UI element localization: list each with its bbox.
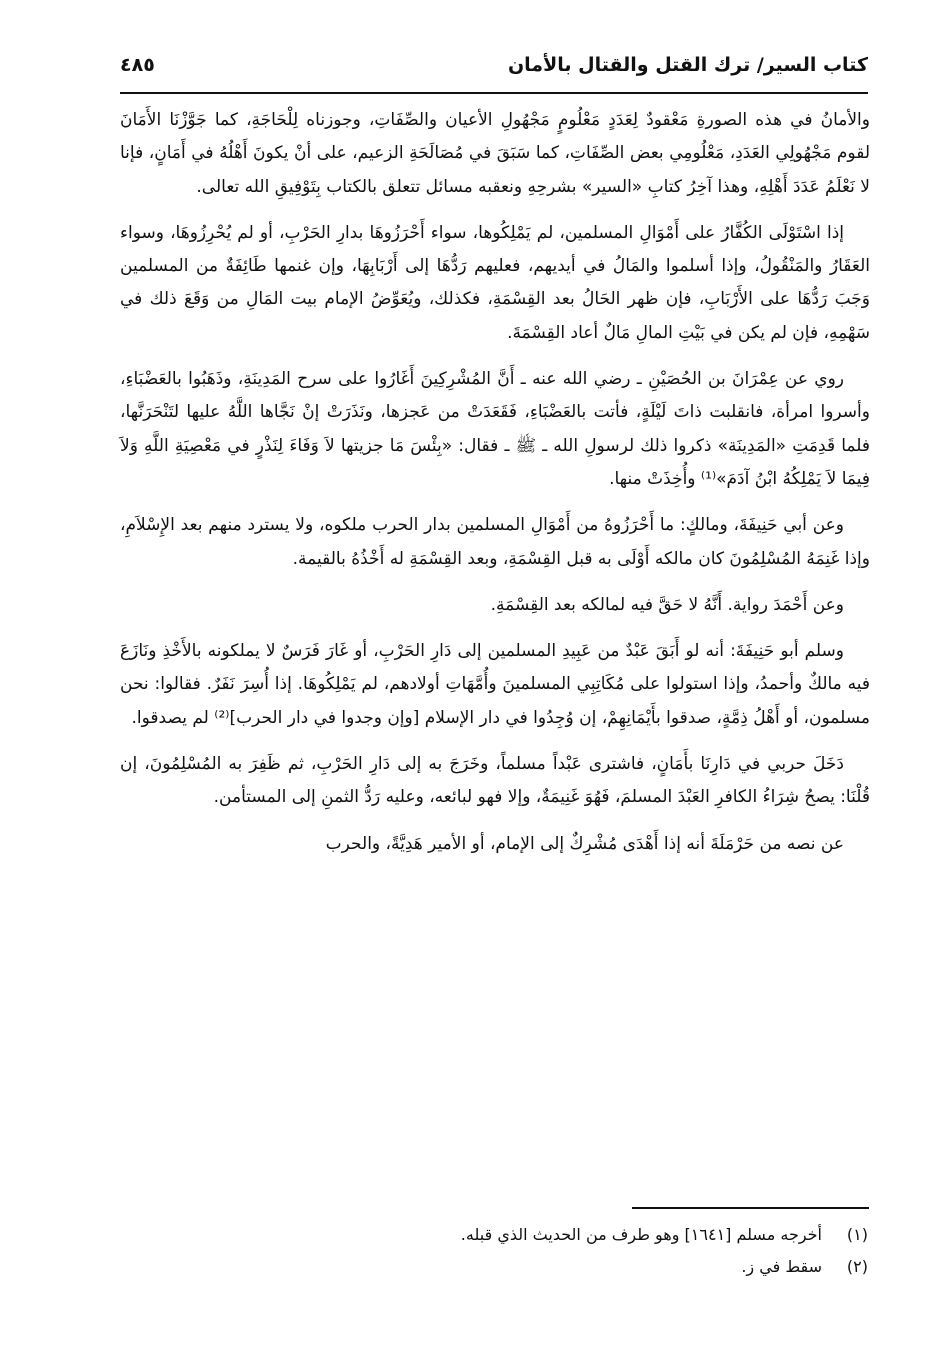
paragraph: دَخَلَ حربي في دَارِنَا بأَمَانٍ، فاشترى عَبْداً مسلماً، وخَرَجَ به إلى دَارِ الحَرْبِ، ثم ظَفِرَ به المُسْلِمُونَ، إن قُلْنَا: يصحُ شِرَاءُ الكافرِ العَبْدَ المسلمَ، فَهُوَ غَنِيمَةٌ، وإلا فهو لبائعه، وعليه رَدُّ الثمنِ إلى المستأمن. xyxy=(120,754,870,808)
main-text xyxy=(120,104,870,874)
paragraph: إذا اسْتَوْلَى الكُفَّارُ على أَمْوَالِ المسلمين، لم يَمْلِكُوها، سواء أَحْرَزُوهَا بدارِ الحَرْبِ، أو لم يُحْرِزُوهَا، وسواء العَقَارُ والمَنْقُولُ، وإذا أسلموا والمَالُ في أيديهم، فعليهم رَدُّهَا إلى أَرْبَابِهَا، وإن غنمها طَائِفَةٌ من المسلمين وَجَبَ رَدُّهَا على الأَرْبَابِ، فإن ظهر الحَالُ بعد القِسْمَةِ، فكذلك، ويُعَوِّضُ الإمام بيت المَالِ من وَقَعَ ذلك في سَهْمِهِ، فإن لم يكن في بَيْتِ المالِ مَالٌ أعاد القِسْمَةَ. xyxy=(120,222,870,343)
paragraph: وعن أبي حَنِيفَةَ، ومالكٍ: ما أَحْرَزُوهُ من أَمْوَالِ المسلمين بدار الحرب ملكوه، ولا يسترد منهم بعد الإِسْلاَمِ، وإذا غَنِمَهُ المُسْلِمُونَ كان مالكه أَوْلَى به قبل القِسْمَةِ، وبعد القِسْمَةِ له أَخْذُهُ بالقيمة. xyxy=(120,515,870,569)
footnote-item xyxy=(120,1219,868,1251)
paragraph: وسلم أبو حَنِيفَةَ: أنه لو أَبَقَ عَبْدٌ من عَبِيدِ المسلمين إلى دَارِ الحَرْبِ، أو غَارَ فَرَسٌ لا يملكونه بالأَخْذِ ونَازَعَ فيه مالكٌ وأحمدُ، وإذا استولوا على مُكَاتِبِي المسلمينَ وأُمَّهَاتِ أولادهم، لم يَمْلِكُوهَا. إذا أُسِرَ نَفَرٌ. فقالوا: نحن مسلمون، أو أَهْلُ ذِمَّةٍ، صدقوا بأَيْمَانِهِمْ، إن وُجِدُوا في دار الإسلام [وإن وجدوا في دار الحرب]⁽²⁾ لم يصدقوا. xyxy=(120,641,870,728)
footnote-text: أخرجه مسلم [١٦٤١] وهو طرف من الحديث الذي قبله. xyxy=(460,1225,822,1244)
paragraph: والأمانُ في هذه الصورةِ مَعْقودٌ لِعَدَدٍ مَعْلُومٍ مَجْهُولِ الأعيان والصِّفَاتِ، وجوزناه لِلْحَاجَةِ، كما جَوَّزْنَا الأَمَانَ لقوم مَجْهُولِي العَدَدِ، مَعْلُومِي بعض الصِّفَاتِ، كما سَبَقَ في مُصَالَحَةِ الزعيم، على أنْ يكونَ أَهْلُهُ في أَمَانٍ، فإنا لا نَعْلَمُ عَدَدَ أَهْلِهِ، وهذا آخِرُ كتابِ «السير» بشرحِهِ ونعقبه مسائل تتعلق بالكتاب بِتَوْفِيقِ الله تعالى. xyxy=(120,110,870,197)
paragraph: روي عن عِمْرَانَ بن الحُصَيْنِ ـ رضي الله عنه ـ أَنَّ المُشْرِكِينَ أَغَارُوا على سرح المَدِينَةِ، وذَهَبُوا بالعَضْبَاءِ، وأسروا امرأة، فانقلبت ذاتَ لَيْلَةٍ، فأتت بالعَضْبَاءِ، فَقَعَدَتْ من عَجزها، ونَذَرَتْ إنْ نَجَّاها اللَّهُ عليها لتَنْحَرَنَّها، فلما قَدِمَتِ «المَدِينَة» ذكروا ذلك لرسولِ الله ـ ﷺ ـ فقال: «بِئْسَ مَا جزيتها لاَ وَفَاءَ لِنَذْرٍ في مَعْصِيَةِ اللَّهِ وَلاَ فِيمَا لاَ يَمْلِكُهُ ابْنُ آدَمَ»⁽¹⁾ وأُخِذَتْ منها. xyxy=(120,369,870,489)
footnote-number: (١) xyxy=(846,1225,868,1244)
footnotes xyxy=(120,1219,868,1283)
running-header xyxy=(120,54,868,90)
paragraph: عن نصه من حَرْمَلَةَ أنه إذا أَهْدَى مُشْرِكٌ إلى الإمام، أو الأمير هَدِيَّةً، والحرب xyxy=(325,833,844,854)
footnote-text: سقط في ز. xyxy=(741,1257,822,1276)
chapter-title: كتاب السير/ ترك القتل والقتال بالأمان xyxy=(507,54,868,76)
page-number: ٤٨٥ xyxy=(120,54,155,76)
footnote-divider xyxy=(632,1207,869,1209)
footnote-item xyxy=(120,1251,868,1283)
header-divider xyxy=(120,92,868,94)
paragraph: وعن أَحْمَدَ رواية. أَنَّهُ لا حَقَّ فيه لمالكه بعد القِسْمَةِ. xyxy=(490,594,844,615)
footnote-number: (٢) xyxy=(846,1257,868,1276)
